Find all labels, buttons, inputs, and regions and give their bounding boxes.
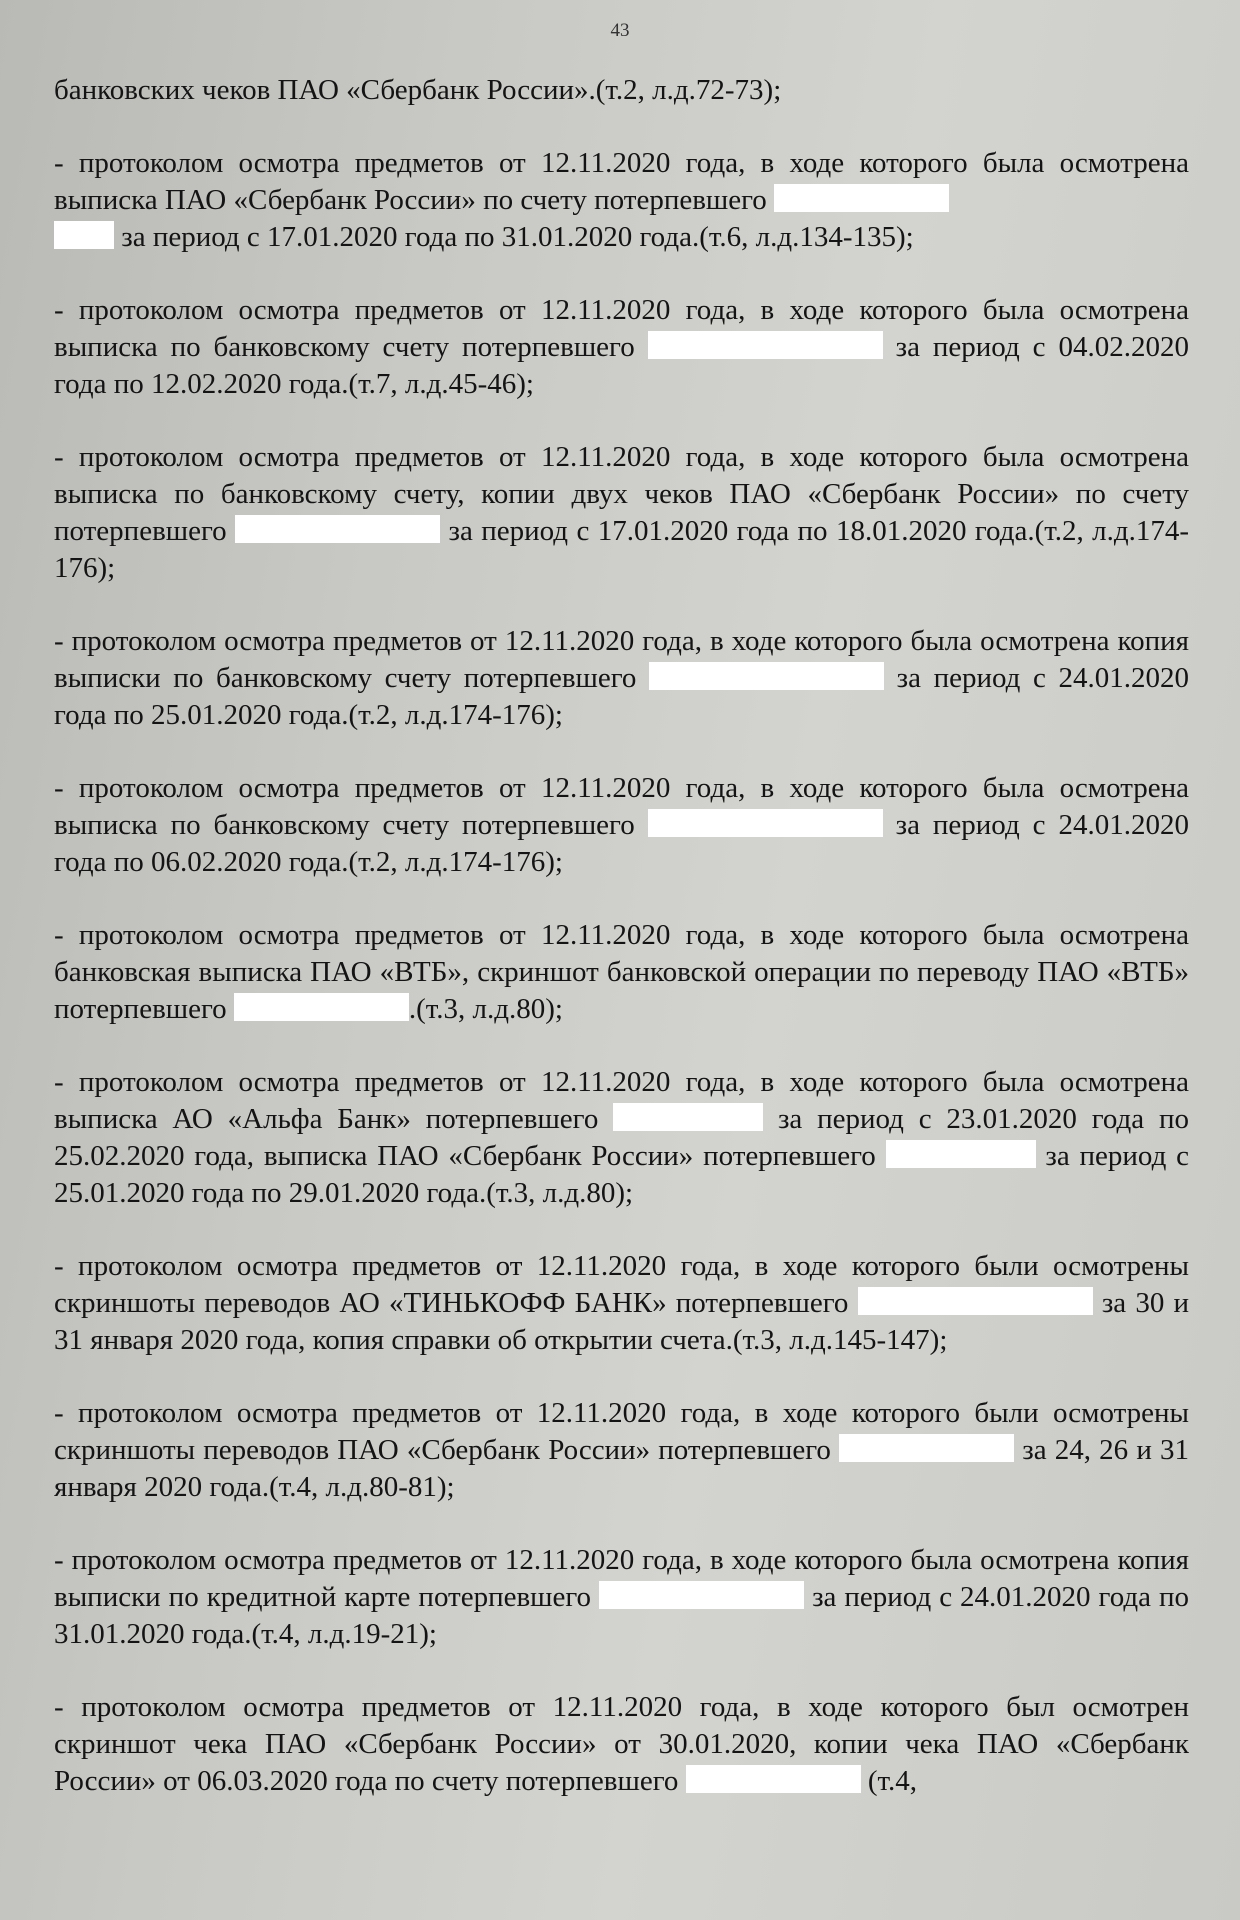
item-text: за период с 17.01.2020 года по 31.01.2020 года.(т.6, л.д.134-135); bbox=[121, 221, 914, 253]
redaction-box bbox=[649, 662, 884, 690]
item-text: - протоколом осмотра предметов от 12.11.2020 года, в ходе которого была осмотрена банковская выписка ПАО «ВТБ», скриншот банковской операции по переводу ПАО «ВТБ» потерпевшего bbox=[54, 919, 1189, 1025]
item-text: за период с 24.01.2020 года по 06.02.2020 года.(т.2, л.д.174-176); bbox=[54, 809, 1189, 878]
item-text: за 24, 26 и 31 января 2020 года.(т.4, л.д.80-81); bbox=[54, 1434, 1190, 1503]
item-text: за период с 24.01.2020 года по 31.01.2020 года.(т.4, л.д.19-21); bbox=[54, 1581, 1190, 1650]
evidence-item-1 bbox=[54, 145, 1189, 256]
redaction-box bbox=[648, 809, 883, 837]
evidence-item-6 bbox=[54, 917, 1189, 1028]
item-text: - протоколом осмотра предметов от 12.11.2020 года, в ходе которого были осмотрены скриншоты переводов ПАО «Сбербанк России» потерпевшего bbox=[54, 1397, 1189, 1466]
evidence-item-11 bbox=[54, 1689, 1189, 1800]
item-text: - протоколом осмотра предметов от 12.11.2020 года, в ходе которого была осмотрена копия выписки по банковскому счету потерпевшего bbox=[54, 625, 1189, 694]
redaction-box bbox=[648, 331, 883, 359]
item-text: за период с 24.01.2020 года по 25.01.2020 года.(т.2, л.д.174-176); bbox=[54, 662, 1190, 731]
evidence-item-9 bbox=[54, 1395, 1189, 1506]
evidence-item-3 bbox=[54, 439, 1189, 587]
item-text: за период с 23.01.2020 года по 25.02.2020 года, выписка ПАО «Сбербанк России» потерпевшего bbox=[54, 1103, 1190, 1172]
redaction-box bbox=[858, 1287, 1093, 1315]
redaction-box bbox=[774, 184, 949, 212]
redaction-box bbox=[839, 1434, 1014, 1462]
evidence-item-10 bbox=[54, 1542, 1189, 1653]
item-text: - протоколом осмотра предметов от 12.11.2020 года, в ходе которого были осмотрены скриншоты переводов АО «ТИНЬКОФФ БАНК» потерпевшего bbox=[54, 1250, 1189, 1319]
item-text: - протоколом осмотра предметов от 12.11.2020 года, в ходе которого была осмотрена выписка по банковскому счету, копии двух чеков ПАО «Сбербанк России» по счету потерпевшего bbox=[54, 441, 1189, 547]
evidence-item-7 bbox=[54, 1064, 1189, 1212]
item-text: .(т.3, л.д.80); bbox=[408, 993, 563, 1025]
redaction-box bbox=[613, 1103, 763, 1131]
evidence-item-5 bbox=[54, 770, 1189, 881]
redaction-box bbox=[599, 1581, 804, 1609]
redaction-box bbox=[54, 221, 114, 249]
item-text: - протоколом осмотра предметов от 12.11.2020 года, в ходе которого была осмотрена копия выписки по кредитной карте потерпевшего bbox=[54, 1544, 1189, 1613]
evidence-item-2 bbox=[54, 292, 1189, 403]
evidence-item-8 bbox=[54, 1248, 1189, 1359]
evidence-item-4 bbox=[54, 623, 1189, 734]
item-text: - протоколом осмотра предметов от 12.11.2020 года, в ходе которого была осмотрена выписка по банковскому счету потерпевшего bbox=[54, 772, 1189, 841]
item-text: за период с 17.01.2020 года по 18.01.2020 года.(т.2, л.д.174-176); bbox=[54, 515, 1190, 584]
redaction-box bbox=[686, 1765, 861, 1793]
document-body bbox=[54, 72, 1189, 1836]
item-text: за 30 и 31 января 2020 года, копия справки об открытии счета.(т.3, л.д.145-147); bbox=[54, 1287, 1190, 1356]
page-number: 43 bbox=[610, 20, 630, 41]
redaction-box bbox=[234, 993, 409, 1021]
item-text: - протоколом осмотра предметов от 12.11.2020 года, в ходе которого была осмотрена выписка ПАО «Сбербанк России» по счету потерпевшего bbox=[54, 147, 1189, 216]
redaction-box bbox=[886, 1140, 1036, 1168]
item-text: за период с 25.01.2020 года по 29.01.2020 года.(т.3, л.д.80); bbox=[54, 1140, 1190, 1209]
item-text: - протоколом осмотра предметов от 12.11.2020 года, в ходе которого была осмотрена выписка по банковскому счету потерпевшего bbox=[54, 294, 1189, 363]
item-text: - протоколом осмотра предметов от 12.11.2020 года, в ходе которого был осмотрен скриншот чека ПАО «Сбербанк России» от 30.01.2020, копии чека ПАО «Сбербанк России» от 06.03.2020 года по счету потерпевшего bbox=[54, 1691, 1189, 1797]
redaction-box bbox=[235, 515, 440, 543]
item-text: - протоколом осмотра предметов от 12.11.2020 года, в ходе которого была осмотрена выписка АО «Альфа Банк» потерпевшего bbox=[54, 1066, 1189, 1135]
item-text: за период с 04.02.2020 года по 12.02.2020 года.(т.7, л.д.45-46); bbox=[54, 331, 1189, 400]
continuation-paragraph: банковских чеков ПАО «Сбербанк России».(т.2, л.д.72-73); bbox=[54, 74, 782, 106]
item-text: (т.4, bbox=[867, 1765, 918, 1797]
